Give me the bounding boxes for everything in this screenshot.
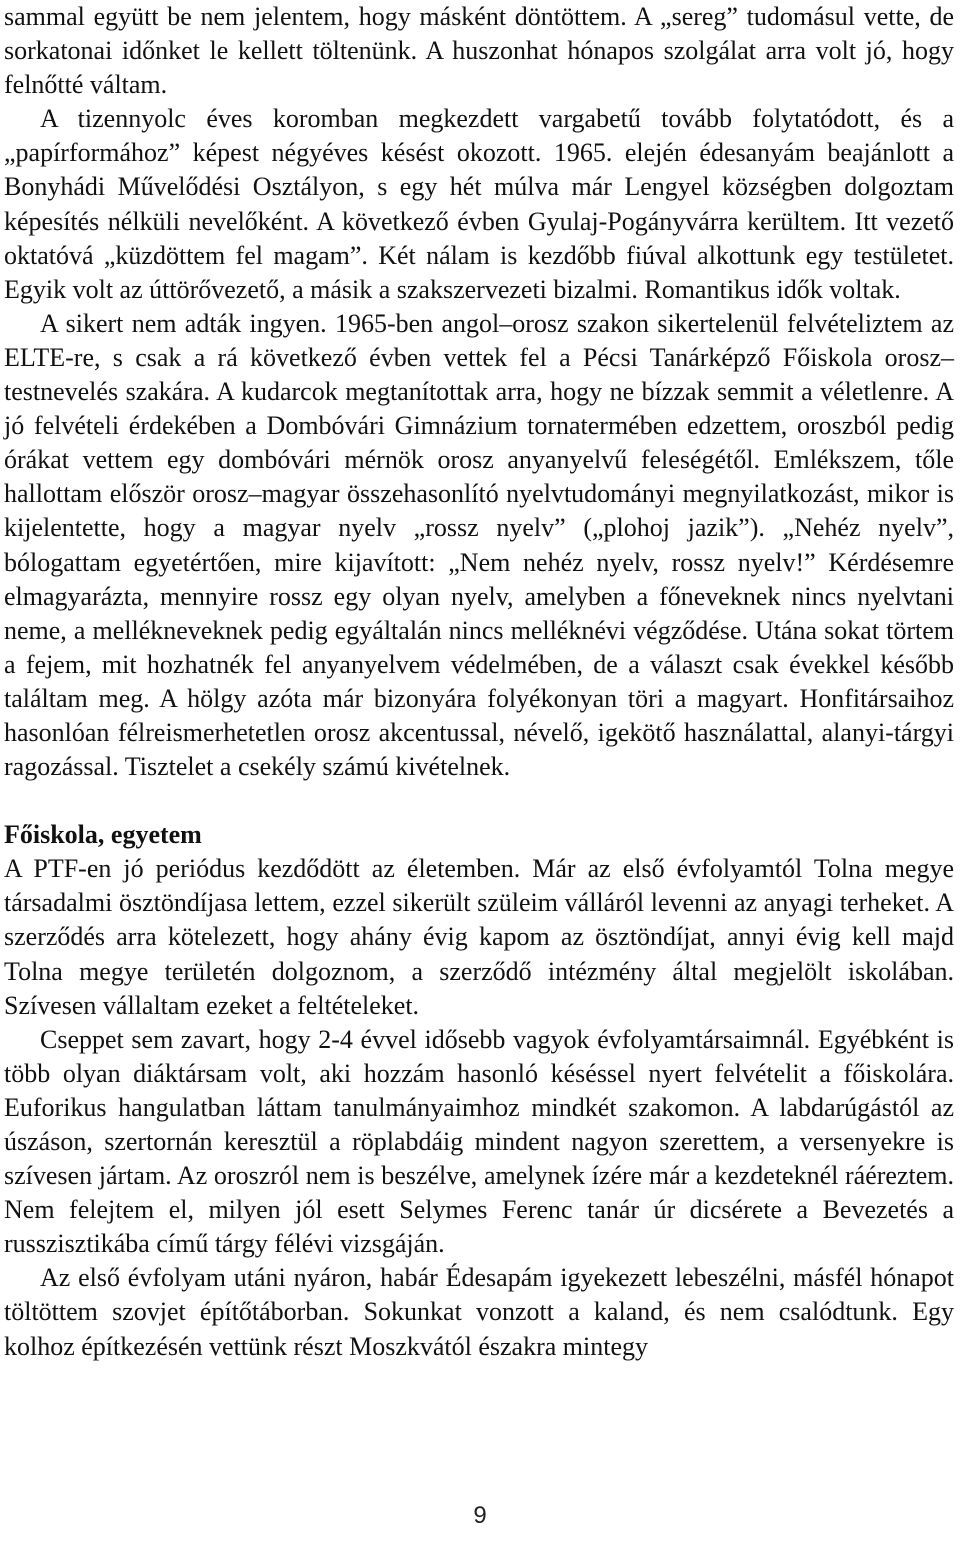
paragraph-5: Cseppet sem zavart, hogy 2-4 évvel idősebb vagyok évfolyamtársaimnál. Egyébként is több olyan diáktársam volt, aki hozzám hasonló késéssel nyert felvételit a főiskolára. Euforikus hangulatban láttam tanulmányaimhoz mindkét szakomon. A labdarúgástól az úszáson, szertornán keresztül a röplabdáig mindent nagyon szerettem, a versenyekre is szívesen jártam. Az oroszról nem is beszélve, amelynek ízére már a kezdeteknél ráéreztem. Nem felejtem el, milyen jól esett Selymes Ferenc tanár úr dicsérete a Bevezetés a russzisztikába című tárgy félévi vizsgáján. (4, 1024, 954, 1259)
paragraph-6: Az első évfolyam utáni nyáron, habár Édesapám igyekezett lebeszélni, másfél hónapot töltöttem szovjet építőtáborban. Sokunkat vonzott a kaland, és nem csalódtunk. Egy kolhoz építkezésén vettünk részt Moszkvától északra mintegy (4, 1263, 954, 1361)
page-number: 9 (473, 1502, 487, 1529)
paragraph-3: A sikert nem adták ingyen. 1965-ben angol–orosz szakon sikertelenül felvételiztem az ELTE-re, s csak a rá következő évben vettek fel a Pécsi Tanárképző Főiskola orosz–testnevelés szakára. A kudarcok megtanítottak arra, hogy ne bízzak semmit a véletlenre. A jó felvételi érdekében a Dombóvári Gimnázium tornatermében edzettem, oroszból pedig órákat vettem egy dombóvári mérnök orosz anyanyelvű feleségétől. Emlékszem, tőle hallottam először orosz–magyar összehasonlító nyelvtudományi megnyilatkozást, mikor is kijelentette, hogy a magyar nyelv „rossz nyelv” („plohoj jazik”). „Nehéz nyelv”, bólogattam egyetértően, mire kijavított: „Nem nehéz nyelv, rossz nyelv!” Kérdésemre elmagyarázta, mennyire rossz egy olyan nyelv, amelyben a főneveknek nincs nyelvtani neme, a mellékneveknek pedig egyáltalán nincs melléknévi végződése. Utána sokat törtem a fejem, mit hozhatnék fel anyanyelvem védelmében, de a választ csak évekkel később találtam meg. A hölgy azóta már bizonyára folyékonyan töri a magyart. Honfitársaihoz hasonlóan félreismerhetetlen orosz akcentussal, névelő, igekötő használattal, alanyi-tárgyi ragozással. Tisztelet a csekély számú kivételnek. (4, 308, 954, 782)
section-heading: Főiskola, egyetem (4, 820, 202, 850)
paragraph-1: sammal együtt be nem jelentem, hogy másként döntöttem. A „sereg” tudomásul vette, de sorkatonai időnket le kellett töltenünk. A huszonhat hónapos szolgálat arra volt jó, hogy felnőtté váltam. (4, 2, 954, 100)
paragraph-2: A tizennyolc éves koromban megkezdett vargabetű tovább folytatódott, és a „papírformához” képest négyéves késést okozott. 1965. elején édesanyám beajánlott a Bonyhádi Művelődési Osztályon, s egy hét múlva már Lengyel községben dolgoztam képesítés nélküli nevelőként. A következő évben Gyulaj-Pogányvárra kerültem. Itt vezető oktatóvá „küzdöttem fel magam”. Két nálam is kezdőbb fiúval alkottunk egy testületet. Egyik volt az úttörővezető, a másik a szakszervezeti bizalmi. Romantikus idők voltak. (4, 104, 954, 304)
paragraph-4: A PTF-en jó periódus kezdődött az életemben. Már az első évfolyamtól Tolna megye társadalmi ösztöndíjasa lettem, ezzel sikerült szüleim válláról levenni az anyagi terheket. A szerződés arra kötelezett, hogy ahány évig kapom az ösztöndíjat, annyi évig kell majd Tolna megye területén dolgoznom, a szerződő intézmény által megjelölt iskolában. Szívesen vállaltam ezeket a feltételeket. (4, 854, 954, 1020)
document-page (4, 0, 954, 1364)
